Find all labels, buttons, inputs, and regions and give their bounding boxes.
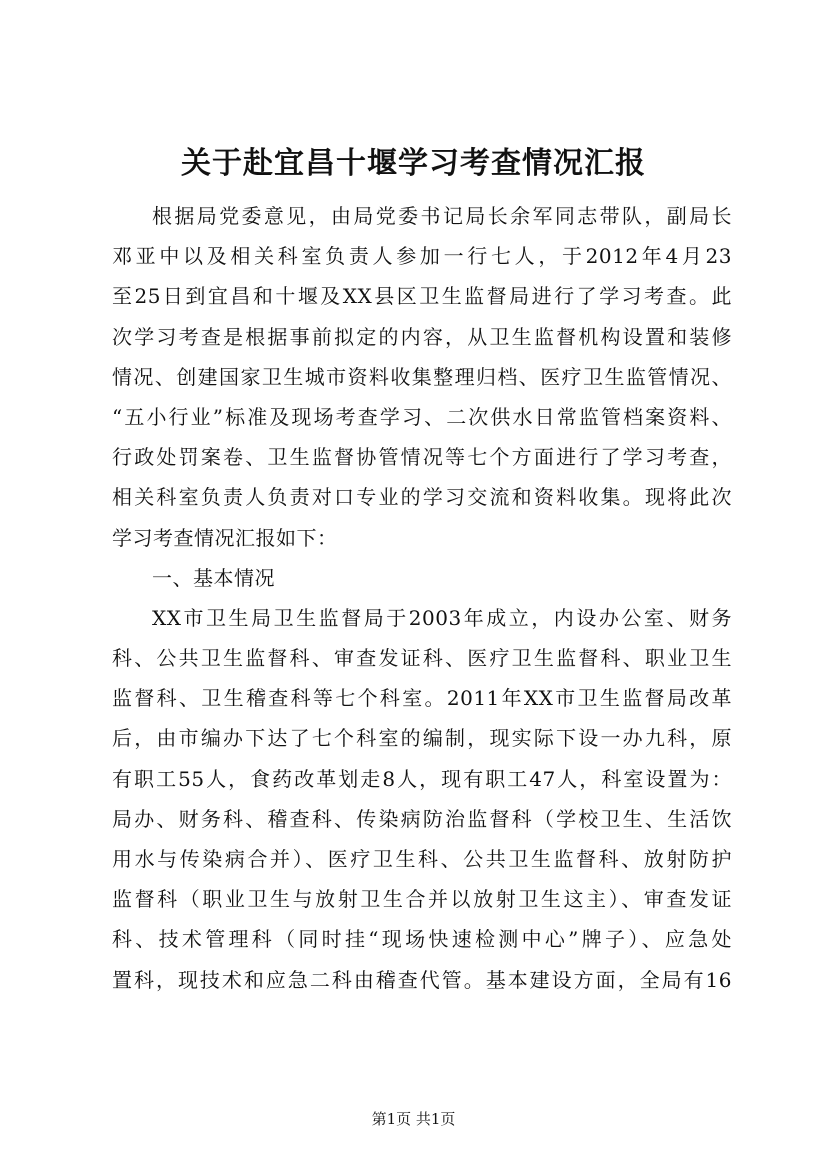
body-line: “五小行业”标准及现场考查学习、二次供水日常监管档案资料、: [112, 404, 732, 429]
body-line: 有职工55人，食药改革划走8人，现有职工47人，科室设置为：: [112, 766, 732, 791]
body-line: 根据局党委意见，由局党委书记局长余军同志带队，副局长: [152, 204, 732, 228]
section-heading: 一、基本情况: [152, 565, 275, 590]
body-line: 监督科（职业卫生与放射卫生合并以放射卫生这主）、审查发证: [112, 887, 732, 912]
body-line: 次学习考查是根据事前拟定的内容，从卫生监督机构设置和装修: [112, 324, 732, 349]
body-line: 局办、财务科、稽查科、传染病防治监督科（学校卫生、生活饮: [112, 806, 732, 831]
body-line: XX市卫生局卫生监督局于2003年成立，内设办公室、财务: [152, 605, 732, 630]
body-line: 监督科、卫生稽查科等七个科室。2011年XX市卫生监督局改革: [112, 686, 732, 711]
body-line: 后，由市编办下达了七个科室的编制，现实际下设一办九科，原: [112, 726, 732, 751]
body-line: 邓亚中以及相关科室负责人参加一行七人，于2012年4月23: [112, 244, 732, 269]
body-line: 相关科室负责人负责对口专业的学习交流和资料收集。现将此次: [112, 485, 732, 510]
body-line: 情况、创建国家卫生城市资料收集整理归档、医疗卫生监管情况、: [112, 364, 732, 389]
body-line: 行政处罚案卷、卫生监督协管情况等七个方面进行了学习考查，: [112, 445, 732, 470]
body-line: 置科，现技术和应急二科由稽查代管。基本建设方面，全局有16: [112, 967, 732, 992]
document-body: [112, 196, 732, 1000]
body-line: 科、技术管理科（同时挂“现场快速检测中心”牌子）、应急处: [112, 927, 732, 952]
body-line: 至25日到宜昌和十堰及XX县区卫生监督局进行了学习考查。此: [112, 284, 732, 309]
body-line: 用水与传染病合并）、医疗卫生科、公共卫生监督科、放射防护: [112, 847, 732, 871]
document-title: 关于赴宜昌十堰学习考查情况汇报: [181, 146, 646, 181]
page-footer: 第1页 共1页: [371, 1110, 456, 1128]
body-line: 科、公共卫生监督科、审查发证科、医疗卫生监督科、职业卫生: [112, 646, 732, 671]
body-line: 学习考查情况汇报如下：: [112, 525, 338, 550]
